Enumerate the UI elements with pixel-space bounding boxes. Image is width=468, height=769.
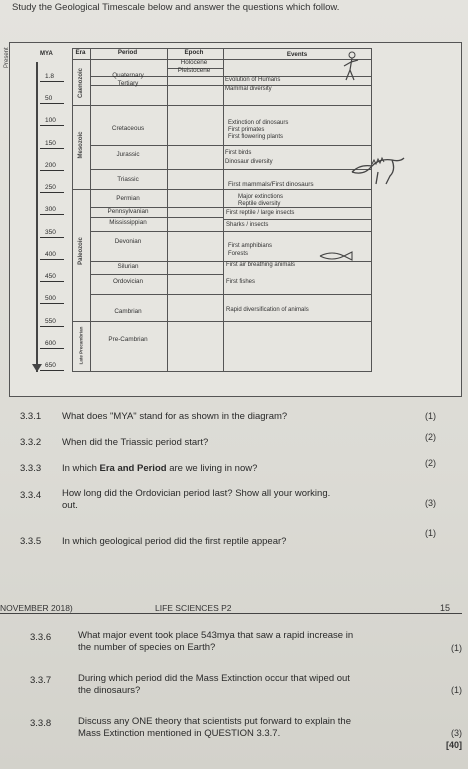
question-text: Discuss any ONE theory that scientists put forward to explain the [78, 716, 351, 727]
event-text: First fishes [226, 279, 256, 285]
question-number: 3.3.7 [30, 675, 52, 686]
event-text: Forests [228, 251, 249, 257]
event-text: First reptile / large insects [226, 210, 295, 216]
question-marks: (1) [451, 643, 462, 653]
epoch-holocene: Holocene [180, 59, 208, 66]
question-text: When did the Triassic period start? [62, 437, 209, 448]
mya-tick: 1.8 [40, 73, 64, 82]
event-text: Major extinctions [238, 194, 284, 200]
period-tertiary: Tertiary [117, 80, 139, 87]
mya-tick: 300 [40, 206, 64, 215]
question-text: What does "MYA" stand for as shown in the diagram? [62, 411, 288, 422]
period-quaternary: Quaternary [112, 72, 144, 79]
question-marks: (3) [451, 728, 462, 738]
human-figure-icon [338, 50, 364, 86]
footer-divider [0, 613, 462, 614]
dinosaur-icon [350, 150, 406, 190]
event-text: Rapid diversification of animals [226, 307, 309, 313]
mya-tick: 450 [40, 273, 64, 282]
event-text: First mammals/First dinosaurs [228, 181, 314, 188]
mya-tick: 350 [40, 229, 64, 238]
event-text: Evolution of Humans [225, 77, 281, 83]
period-jurassic: Jurassic [116, 151, 140, 158]
question-text: How long did the Ordovician period last? Show all your working. [62, 488, 331, 499]
question-text: During which period did the Mass Extinction occur that wiped out [78, 673, 350, 684]
total-marks: [40] [445, 740, 462, 750]
question-number: 3.3.6 [30, 632, 52, 643]
era-caenozoic: Caenozoic [78, 68, 84, 99]
question-marks: (3) [425, 498, 436, 508]
era-late-precambrian: Late Precambrian [78, 326, 84, 365]
question-number: 3.3.2 [20, 437, 42, 448]
event-text: First flowering plants [228, 134, 284, 140]
period-cretaceous: Cretaceous [111, 125, 145, 132]
mya-tick: 100 [40, 117, 64, 126]
footer-subject: LIFE SCIENCES P2 [155, 603, 232, 613]
era-mesozoic: Mesozoic [78, 131, 84, 159]
question-text [62, 463, 392, 475]
question-text-line2: Mass Extinction mentioned in QUESTION 3.3.7. [78, 728, 281, 739]
question-text-bold: Era and Period [99, 463, 167, 474]
event-text: Mammal diversity [225, 86, 272, 92]
event-text: Sharks / insects [226, 222, 269, 228]
period-pre-cambrian: Pre-Cambrian [108, 336, 148, 343]
fish-arrow-icon [318, 250, 354, 262]
mya-tick: 200 [40, 162, 64, 171]
event-text: First birds [225, 150, 252, 156]
event-text: Reptile diversity [238, 201, 281, 207]
question-text-line2: the number of species on Earth? [78, 642, 216, 653]
question-number: 3.3.8 [30, 718, 52, 729]
period-permian: Permian [116, 195, 140, 202]
era-header: Era [75, 49, 86, 56]
event-text: Dinosaur diversity [225, 159, 273, 165]
question-number: 3.3.3 [20, 463, 42, 474]
question-text-part: are we living in now? [166, 463, 258, 474]
period-silurian: Silurian [117, 263, 139, 270]
period-devonian: Devonian [114, 238, 142, 245]
intro-text: Study the Geological Timescale below and answer the questions which follow. [12, 2, 340, 13]
question-marks: (1) [451, 685, 462, 695]
question-number: 3.3.5 [20, 536, 42, 547]
period-triassic: Triassic [117, 176, 139, 183]
footer-date: NOVEMBER 2018) [0, 603, 73, 613]
period-mississippian: Mississippian [109, 219, 147, 226]
mya-tick: 650 [40, 362, 64, 371]
period-pennsylvanian: Pennsylvanian [107, 208, 149, 215]
mya-tick: 150 [40, 140, 64, 149]
epoch-pleistocene: Pleistocene [177, 67, 211, 74]
question-marks: (1) [425, 528, 436, 538]
time-arrow [36, 62, 38, 372]
mya-tick: 550 [40, 318, 64, 327]
event-text: Extinction of dinosaurs [228, 120, 289, 126]
event-text: First amphibians [228, 243, 273, 249]
question-text: In which geological period did the first reptile appear? [62, 536, 287, 547]
question-number: 3.3.4 [20, 490, 42, 501]
mya-tick: 400 [40, 251, 64, 260]
period-header: Period [117, 49, 138, 56]
question-text-line2: out. [62, 500, 78, 511]
event-text: First air breathing animals [226, 262, 296, 268]
question-text-part: In which [62, 463, 100, 474]
events-header: Events [286, 51, 308, 58]
present-label: Present [4, 47, 10, 68]
mya-header: MYA [40, 51, 53, 57]
question-marks: (1) [425, 411, 436, 421]
question-text-line2: the dinosaurs? [78, 685, 141, 696]
mya-tick: 500 [40, 295, 64, 304]
mya-tick: 50 [40, 95, 64, 104]
question-marks: (2) [425, 432, 436, 442]
period-ordovician: Ordovician [112, 278, 144, 285]
mya-tick: 600 [40, 340, 64, 349]
era-paleozoic: Paleozoic [78, 237, 84, 265]
question-marks: (2) [425, 458, 436, 468]
epoch-header: Epoch [184, 49, 204, 56]
question-text: What major event took place 543mya that saw a rapid increase in [78, 630, 354, 641]
question-number: 3.3.1 [20, 411, 42, 422]
footer-page-number: 15 [440, 603, 451, 613]
mya-tick: 250 [40, 184, 64, 193]
event-text: First primates [228, 127, 265, 133]
period-cambrian: Cambrian [114, 308, 142, 315]
